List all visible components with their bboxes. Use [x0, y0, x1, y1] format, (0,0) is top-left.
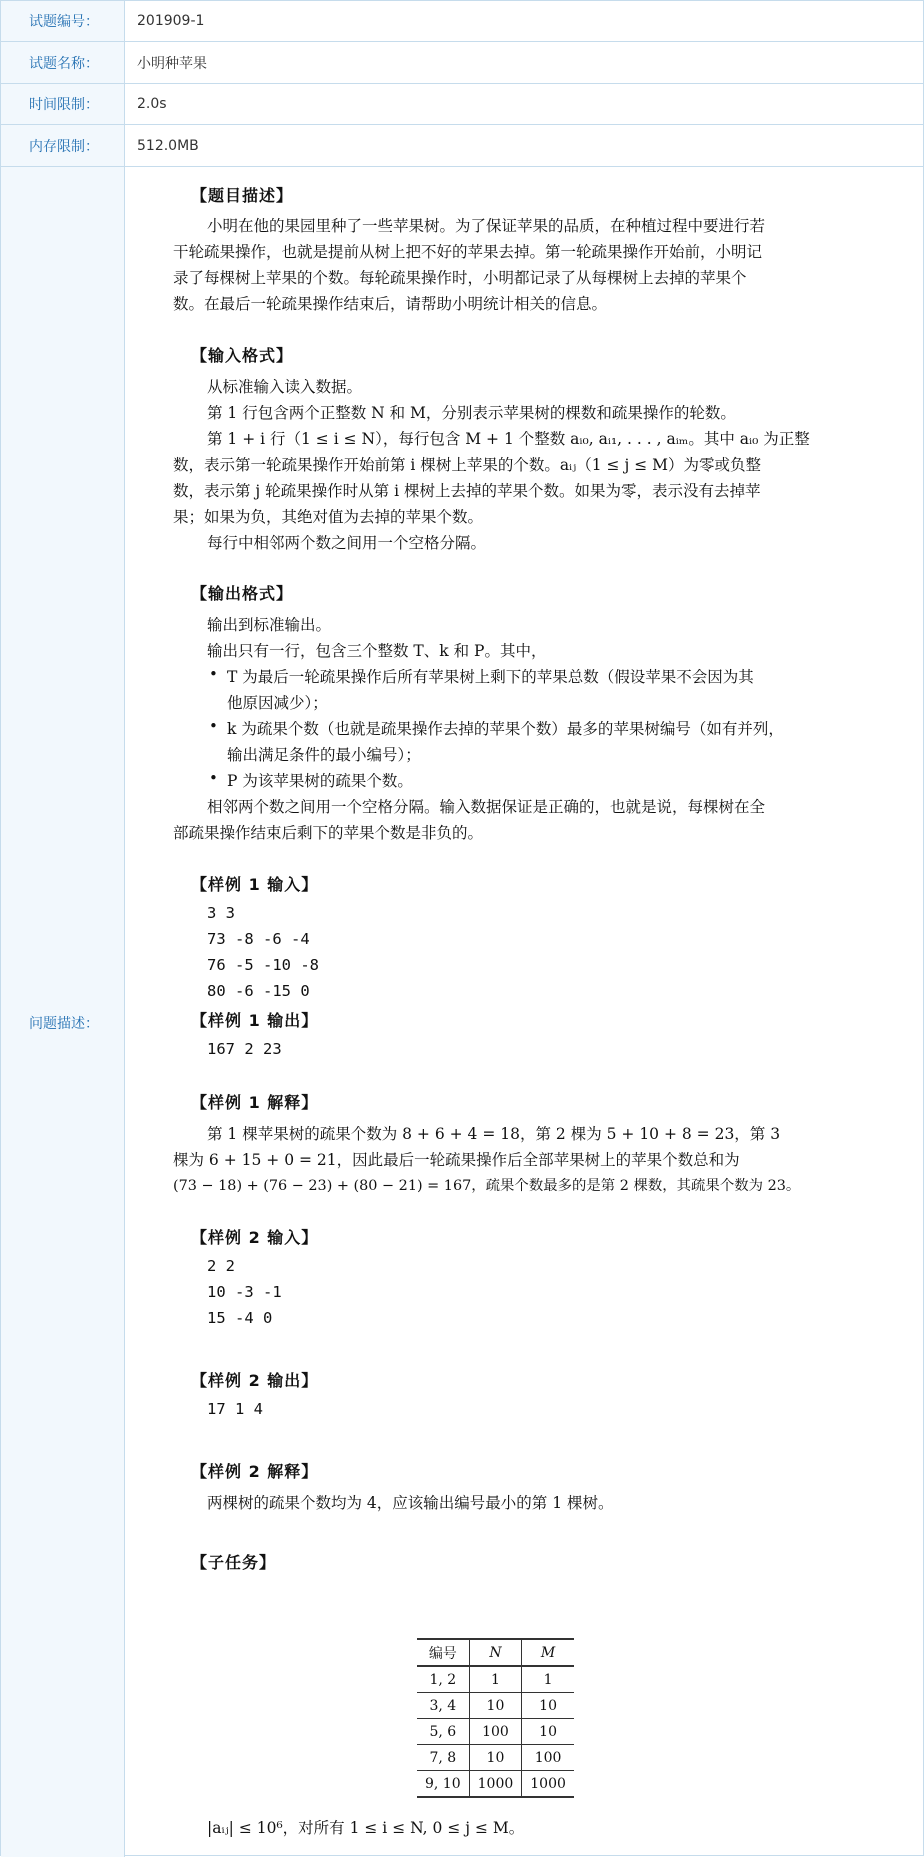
- heading-sample2-explain: 【样例 2 解释】: [191, 1462, 319, 1481]
- row-problem-id: [1, 1, 923, 42]
- desc-line: 小明在他的果园里种了一些苹果树。为了保证苹果的品质，在种植过程中要进行若: [207, 217, 766, 235]
- row-time-limit: [1, 84, 923, 125]
- sample1-explain-line: 棵为 6 + 15 + 0 = 21，因此最后一轮疏果操作后全部苹果树上的苹果个数总和为: [173, 1151, 740, 1169]
- sample2-input-line: 10 -3 -1: [207, 1283, 282, 1301]
- row-problem-name: [1, 42, 923, 84]
- heading-sample1-output: 【样例 1 输出】: [191, 1011, 319, 1030]
- bullet-icon: •: [209, 665, 218, 683]
- bullet-icon: •: [209, 717, 218, 735]
- subtask-cell: 1000: [522, 1771, 574, 1798]
- subtask-cell: 1, 2: [417, 1666, 469, 1693]
- subtask-cell: 1: [522, 1666, 574, 1693]
- label-memory-limit: 内存限制：: [1, 125, 125, 166]
- heading-sample1-input: 【样例 1 输入】: [191, 875, 319, 894]
- input-line: 果；如果为负，其绝对值为去掉的苹果个数。: [173, 508, 484, 526]
- table-row: [417, 1719, 574, 1745]
- row-memory-limit: [1, 125, 923, 167]
- subtask-cell: 10: [522, 1693, 574, 1719]
- sample1-input-line: 76 -5 -10 -8: [207, 956, 319, 974]
- heading-sample2-input: 【样例 2 输入】: [191, 1228, 319, 1247]
- desc-line: 干轮疏果操作，也就是提前从树上把不好的苹果去掉。第一轮疏果操作开始前，小明记: [173, 243, 763, 261]
- sample1-output: 167 2 23: [207, 1040, 282, 1058]
- input-line: 数，表示第 j 轮疏果操作时从第 i 棵树上去掉的苹果个数。如果为零，表示没有去掉苹: [173, 482, 761, 500]
- desc-line: 录了每棵树上苹果的个数。每轮疏果操作时，小明都记录了从每棵树上去掉的苹果个: [173, 269, 747, 287]
- subtask-cell: 5, 6: [417, 1719, 469, 1745]
- sample2-output: 17 1 4: [207, 1400, 263, 1418]
- label-description: 问题描述：: [1, 167, 125, 1857]
- output-line: P 为该苹果树的疏果个数。: [227, 772, 413, 790]
- subtask-cell: 10: [469, 1693, 522, 1719]
- sample1-input-line: 73 -8 -6 -4: [207, 930, 310, 948]
- value-problem-id: 201909-1: [137, 13, 205, 29]
- table-row: [417, 1666, 574, 1693]
- heading-sample1-explain: 【样例 1 解释】: [191, 1093, 319, 1112]
- sample1-input-line: 80 -6 -15 0: [207, 982, 310, 1000]
- table-row: [417, 1693, 574, 1719]
- sample2-input-line: 2 2: [207, 1257, 235, 1275]
- subtask-cell: 3, 4: [417, 1693, 469, 1719]
- heading-output-format: 【输出格式】: [191, 584, 294, 603]
- input-line: 数，表示第一轮疏果操作开始前第 i 棵树上苹果的个数。aᵢⱼ（1 ≤ j ≤ M）为零或负整: [173, 456, 761, 474]
- subtask-cell: 10: [469, 1745, 522, 1771]
- subtask-cell: 7, 8: [417, 1745, 469, 1771]
- label-time-limit: 时间限制：: [1, 84, 125, 124]
- table-row: [417, 1771, 574, 1798]
- output-line: T 为最后一轮疏果操作后所有苹果树上剩下的苹果总数（假设苹果不会因为其: [227, 668, 754, 686]
- output-line: 部疏果操作结束后剩下的苹果个数是非负的。: [173, 824, 484, 842]
- value-problem-name: 小明种苹果: [137, 55, 207, 72]
- desc-line: 数。在最后一轮疏果操作结束后，请帮助小明统计相关的信息。: [173, 295, 608, 313]
- subtask-table: [417, 1638, 574, 1798]
- subtask-cell: 100: [469, 1719, 522, 1745]
- description-content: [125, 167, 923, 1857]
- label-problem-id: 试题编号：: [1, 1, 125, 41]
- table-row: [417, 1745, 574, 1771]
- subtask-header-cell: 编号: [417, 1639, 469, 1666]
- input-line: 每行中相邻两个数之间用一个空格分隔。: [207, 534, 487, 552]
- sample1-explain-line: 第 1 棵苹果树的疏果个数为 8 + 6 + 4 = 18，第 2 棵为 5 + 10 + 8 = 23，第 3: [207, 1125, 781, 1143]
- output-line: k 为疏果个数（也就是疏果操作去掉的苹果个数）最多的苹果树编号（如有并列，: [227, 720, 784, 738]
- subtask-header-cell: N: [469, 1639, 522, 1666]
- heading-description: 【题目描述】: [191, 186, 294, 205]
- sample2-explain: 两棵树的疏果个数均为 4，应该输出编号最小的第 1 棵树。: [207, 1494, 614, 1512]
- heading-sample2-output: 【样例 2 输出】: [191, 1371, 319, 1390]
- label-problem-name: 试题名称：: [1, 42, 125, 83]
- value-memory-limit: 512.0MB: [137, 137, 199, 154]
- sample1-explain-line: (73 − 18) + (76 − 23) + (80 − 21) = 167，疏果个数最多的是第 2 棵数，其疏果个数为 23。: [173, 1178, 801, 1194]
- heading-input-format: 【输入格式】: [191, 346, 294, 365]
- heading-subtasks: 【子任务】: [191, 1553, 277, 1572]
- input-line: 第 1 + i 行（1 ≤ i ≤ N），每行包含 M + 1 个整数 aᵢ₀, aᵢ₁, . . . , aᵢₘ。其中 aᵢ₀ 为正整: [207, 430, 810, 448]
- output-line: 他原因减少）；: [227, 694, 328, 712]
- subtask-cell: 9, 10: [417, 1771, 469, 1798]
- bullet-icon: •: [209, 769, 218, 787]
- subtask-constraint: |aᵢⱼ| ≤ 10⁶，对所有 1 ≤ i ≤ N, 0 ≤ j ≤ M。: [207, 1819, 525, 1837]
- sample1-input-line: 3 3: [207, 904, 235, 922]
- subtask-cell: 1: [469, 1666, 522, 1693]
- subtask-cell: 10: [522, 1719, 574, 1745]
- input-line: 从标准输入读入数据。: [207, 378, 363, 396]
- input-line: 第 1 行包含两个正整数 N 和 M，分别表示苹果树的棵数和疏果操作的轮数。: [207, 404, 736, 422]
- row-description: [1, 167, 923, 1857]
- subtask-header-row: [417, 1639, 574, 1666]
- subtask-header-cell: M: [522, 1639, 574, 1666]
- subtask-cell: 1000: [469, 1771, 522, 1798]
- subtask-cell: 100: [522, 1745, 574, 1771]
- sample2-input-line: 15 -4 0: [207, 1309, 273, 1327]
- output-line: 相邻两个数之间用一个空格分隔。输入数据保证是正确的，也就是说，每棵树在全: [207, 798, 766, 816]
- value-time-limit: 2.0s: [137, 96, 167, 112]
- output-line: 输出满足条件的最小编号）；: [227, 746, 421, 764]
- output-line: 输出只有一行，包含三个整数 T、k 和 P。其中，: [207, 642, 547, 660]
- output-line: 输出到标准输出。: [207, 616, 332, 634]
